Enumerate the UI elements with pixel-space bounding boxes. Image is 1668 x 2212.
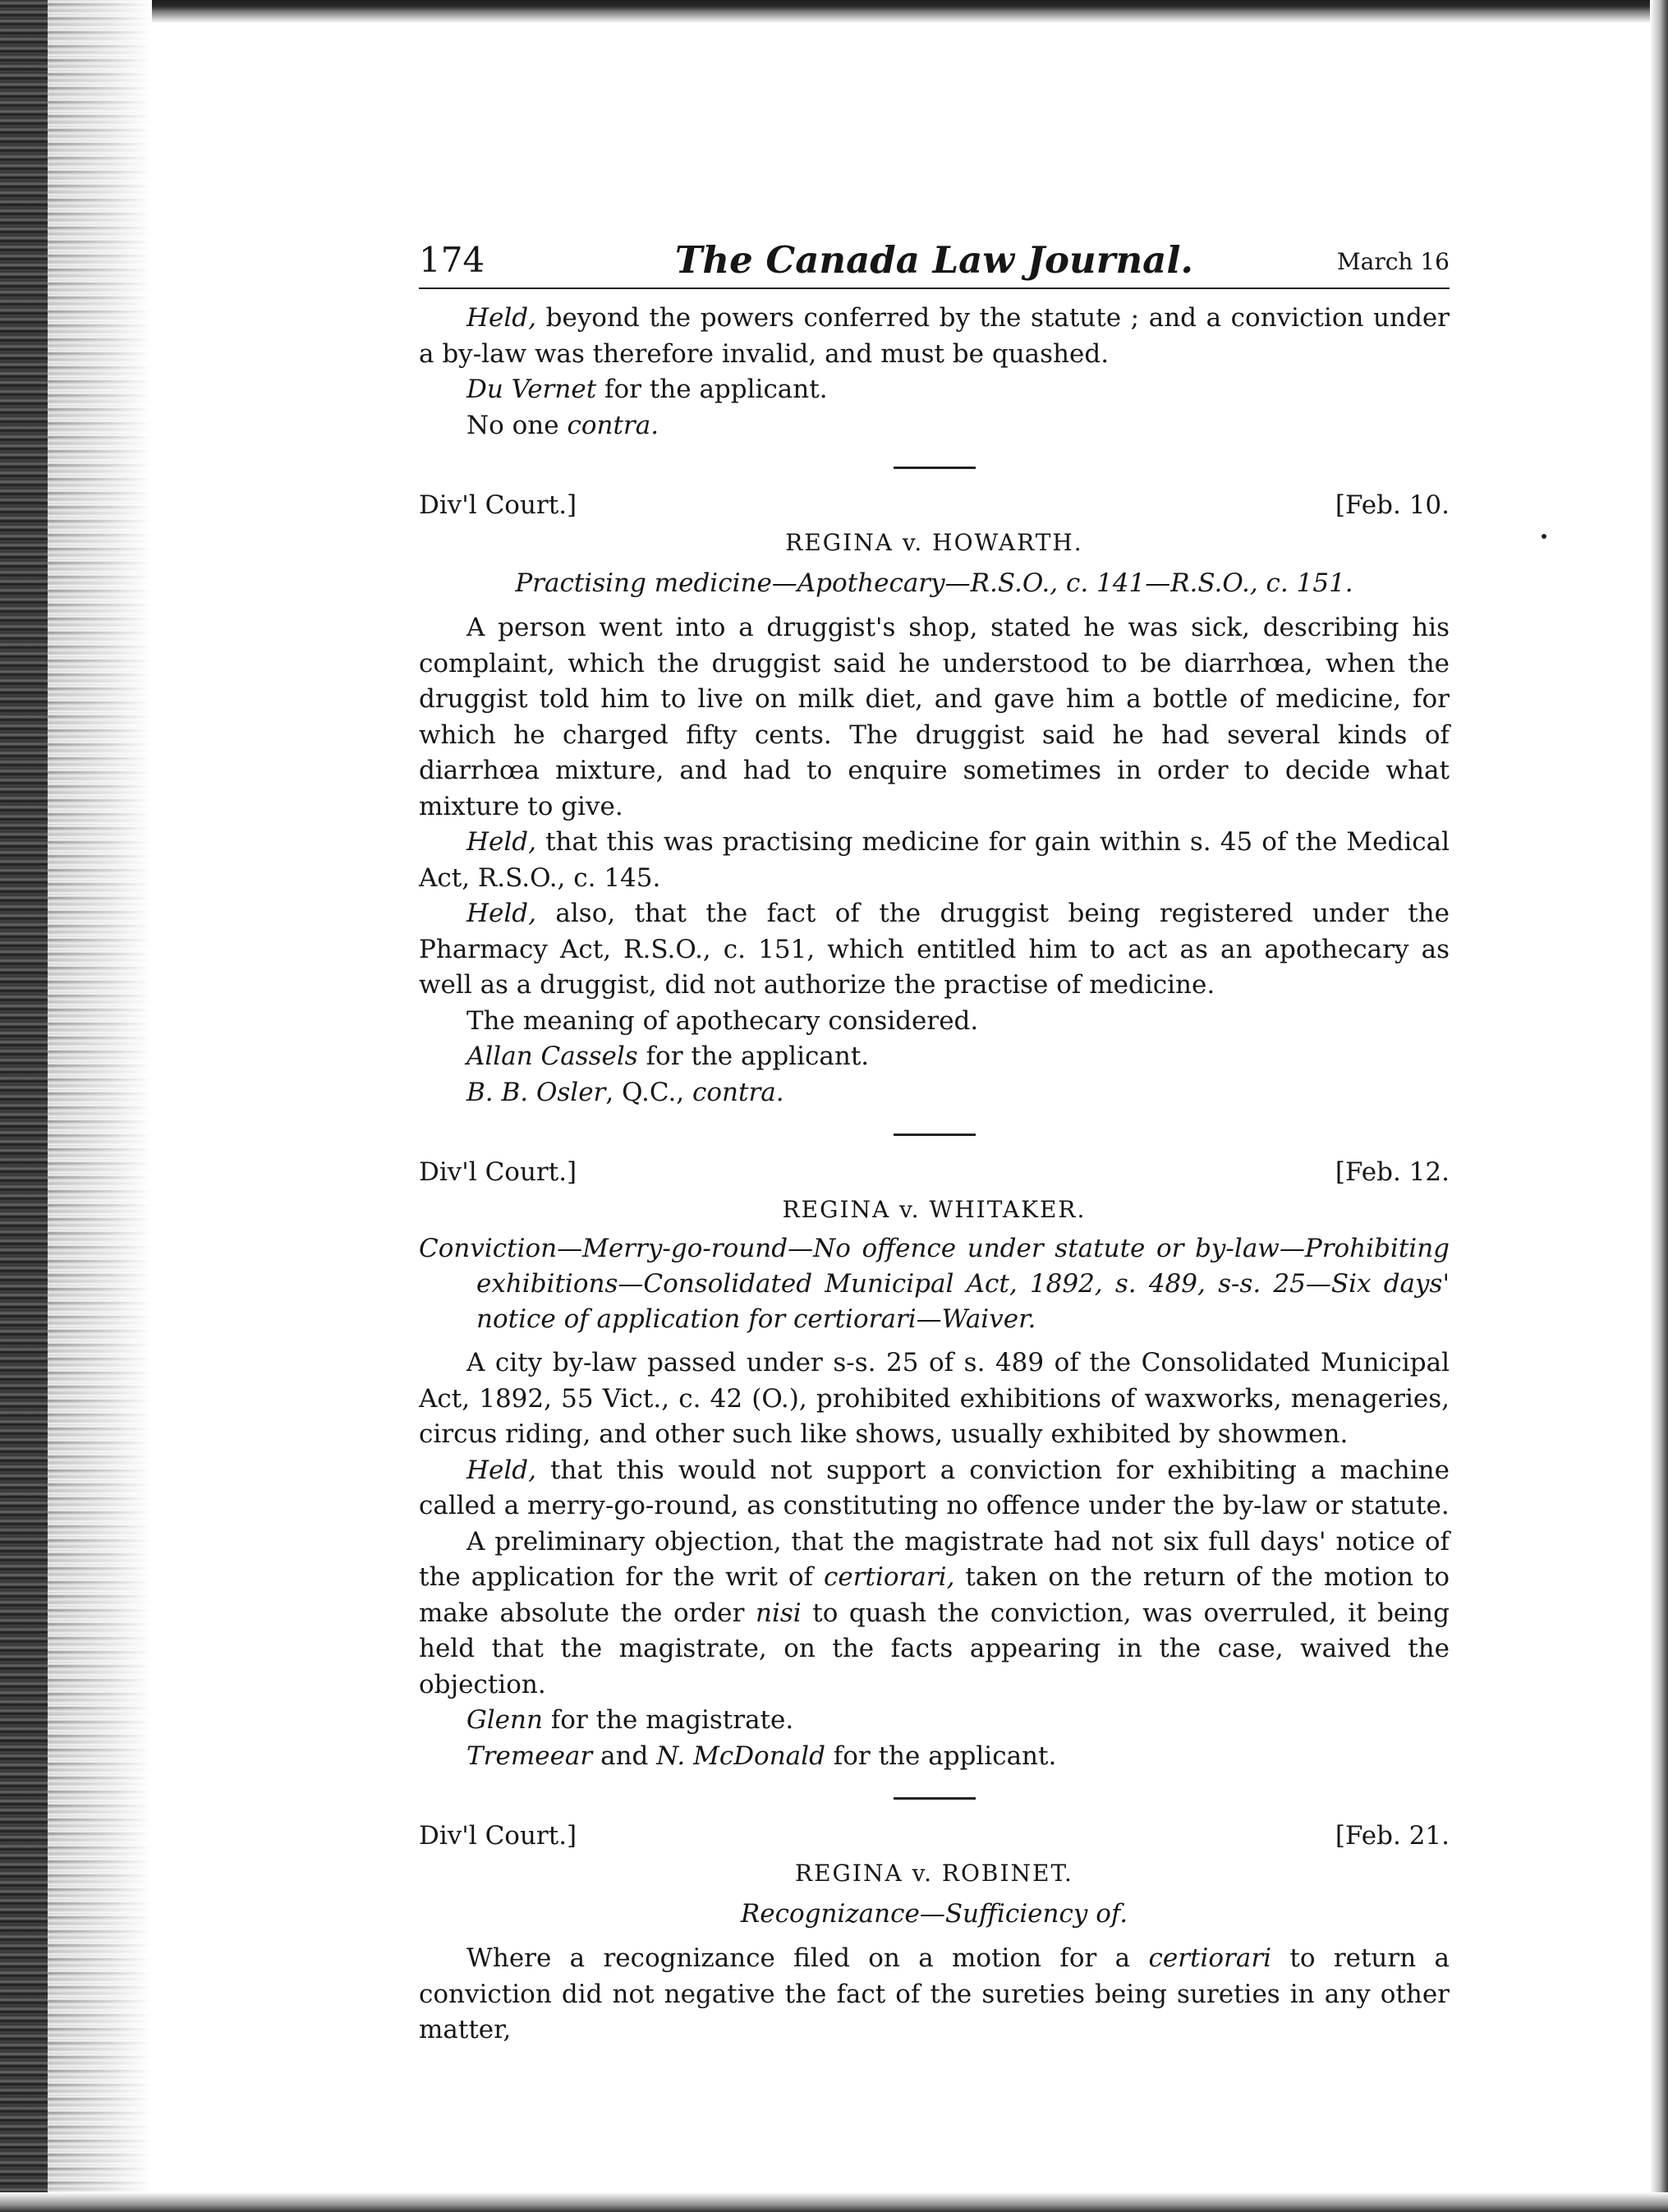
contra-text: contra. <box>567 410 659 440</box>
case1-court: Div'l Court.] <box>419 490 577 520</box>
counsel-name: N. McDonald <box>656 1741 825 1771</box>
case2-objection-text-a: A preliminary objection, that the magistrate had not six full days' notice of the application for the writ of <box>419 1526 1450 1592</box>
case2-counsel-applicant <box>419 1739 1450 1775</box>
counsel-name: Tremeear <box>466 1741 593 1771</box>
case3-court: Div'l Court.] <box>419 1821 577 1851</box>
intro-held-text: beyond the powers conferred by the statute ; and a conviction under a by-law was therefore invalid, and must be quashed. <box>419 303 1450 369</box>
scan-top-edge <box>0 0 1668 23</box>
case1-facts-paragraph: A person went into a druggist's shop, stated he was sick, describing his complaint, which the druggist said he understood to be diarrhœa, when the druggist told him to live on milk diet, and gave him a bottle of medicine, for which he charged fifty cents. The druggist said he had several kinds of diarrhœa mixture, and had to enquire sometimes in order to decide what mixture to give. <box>419 613 1450 821</box>
certiorari-term: certiorari <box>1148 1943 1272 1973</box>
case3-title: REGINA v. ROBINET. <box>795 1860 1073 1887</box>
nisi-term: nisi <box>756 1598 802 1628</box>
counsel-name: Allan Cassels <box>466 1042 638 1071</box>
case2-title: REGINA v. WHITAKER. <box>782 1196 1087 1223</box>
section-divider <box>894 467 976 469</box>
counsel-name: Du Vernet <box>466 375 597 404</box>
case1-held-also-paragraph <box>419 896 1450 1004</box>
held-label: Held, <box>466 303 536 333</box>
section-divider <box>894 1134 976 1136</box>
counsel-role: for the applicant. <box>825 1741 1057 1771</box>
counsel-role: for the applicant. <box>637 1042 870 1071</box>
certiorari-term: certiorari, <box>823 1562 955 1592</box>
case1-held-paragraph <box>419 825 1450 896</box>
case3-court-line <box>419 1818 1450 1854</box>
case3-text-b: to return a conviction did not negative the fact of the sureties being sureties in any other matter, <box>419 1943 1450 2044</box>
case1-date: [Feb. 10. <box>1335 490 1450 520</box>
case1-title: REGINA v. HOWARTH. <box>785 529 1083 556</box>
scan-right-edge <box>1650 0 1668 2212</box>
case2-counsel-magistrate <box>419 1703 1450 1739</box>
contra-text: contra. <box>692 1077 784 1107</box>
case2-court: Div'l Court.] <box>419 1157 577 1187</box>
intro-contra-line <box>419 408 1450 444</box>
case2-held-paragraph <box>419 1453 1450 1524</box>
scan-bottom-edge <box>0 2192 1668 2212</box>
counsel-name: Glenn <box>466 1705 543 1735</box>
case1-meaning-line: The meaning of apothecary considered. <box>466 1005 979 1036</box>
case1-counsel-contra <box>419 1075 1450 1111</box>
counsel-role: for the magistrate. <box>542 1705 794 1735</box>
case3-paragraph <box>419 1941 1450 2049</box>
case3-text-a: Where a recognizance filed on a motion for a <box>466 1943 1149 1973</box>
case1-court-line <box>419 487 1450 523</box>
case3-headnote: Recognizance—Sufficiency of. <box>740 1899 1128 1929</box>
intro-counsel-line <box>419 372 1450 408</box>
case1-held-also-text: also, that the fact of the druggist being registered under the Pharmacy Act, R.S.O., c. 151, which entitled him to act as an apothecary as well as a druggist, did not authorize the practise of medicine. <box>419 899 1450 1000</box>
case2-objection-paragraph <box>419 1524 1450 1704</box>
issue-date: March 16 <box>1337 248 1450 275</box>
case2-court-line <box>419 1154 1450 1190</box>
page-number: 174 <box>419 240 485 280</box>
counsel-name: B. B. Osler <box>466 1077 606 1107</box>
journal-page <box>419 238 1450 2049</box>
intro-held-paragraph <box>419 301 1450 372</box>
journal-title: The Canada Law Journal. <box>674 238 1194 282</box>
running-header <box>419 238 1450 289</box>
section-divider <box>894 1797 976 1800</box>
case2-held-text: that this would not support a conviction for exhibiting a machine called a merry-go-round, as constituting no offence under the by-law or statute. <box>419 1455 1450 1520</box>
case1-counsel-applicant <box>419 1039 1450 1075</box>
held-label: Held, <box>466 827 536 857</box>
counsel-qualifier: , Q.C., <box>605 1077 692 1107</box>
case2-date: [Feb. 12. <box>1335 1157 1450 1187</box>
case3-date: [Feb. 21. <box>1335 1821 1450 1851</box>
scan-binding-fade <box>48 0 152 2212</box>
held-label: Held, <box>466 899 536 928</box>
no-one-text: No one <box>466 410 567 440</box>
case2-bylaw-paragraph: A city by-law passed under s-s. 25 of s. 489 of the Consolidated Municipal Act, 1892, 55 Vict., c. 42 (O.), prohibited exhibitions of waxworks, menageries, circus riding, and other such like shows, usually exhibited by showmen. <box>419 1348 1450 1449</box>
scan-binding-shadow <box>0 0 48 2212</box>
held-label: Held, <box>466 1455 536 1485</box>
case2-headnote: Conviction—Merry-go-round—No offence under statute or by-law—Prohibiting exhibitions—Consolidated Municipal Act, 1892, s. 489, s-s. 25—Six days' notice of application for certiorari—Waiver. <box>419 1234 1450 1334</box>
scan-binding-edge <box>0 0 152 2212</box>
case2-objection-text-c: to quash the conviction, was overruled, it being held that the magistrate, on the facts appearing in the case, waived the objection. <box>419 1598 1450 1699</box>
case1-headnote: Practising medicine—Apothecary—R.S.O., c. 141—R.S.O., c. 151. <box>515 568 1353 598</box>
counsel-conjunction: and <box>592 1741 657 1771</box>
scan-speck <box>1542 534 1546 539</box>
case2-objection-text-b: taken on the return of the motion to make absolute the order <box>419 1562 1450 1628</box>
counsel-role: for the applicant. <box>596 375 828 404</box>
case1-held-text: that this was practising medicine for gain within s. 45 of the Medical Act, R.S.O., c. 145. <box>419 827 1450 893</box>
